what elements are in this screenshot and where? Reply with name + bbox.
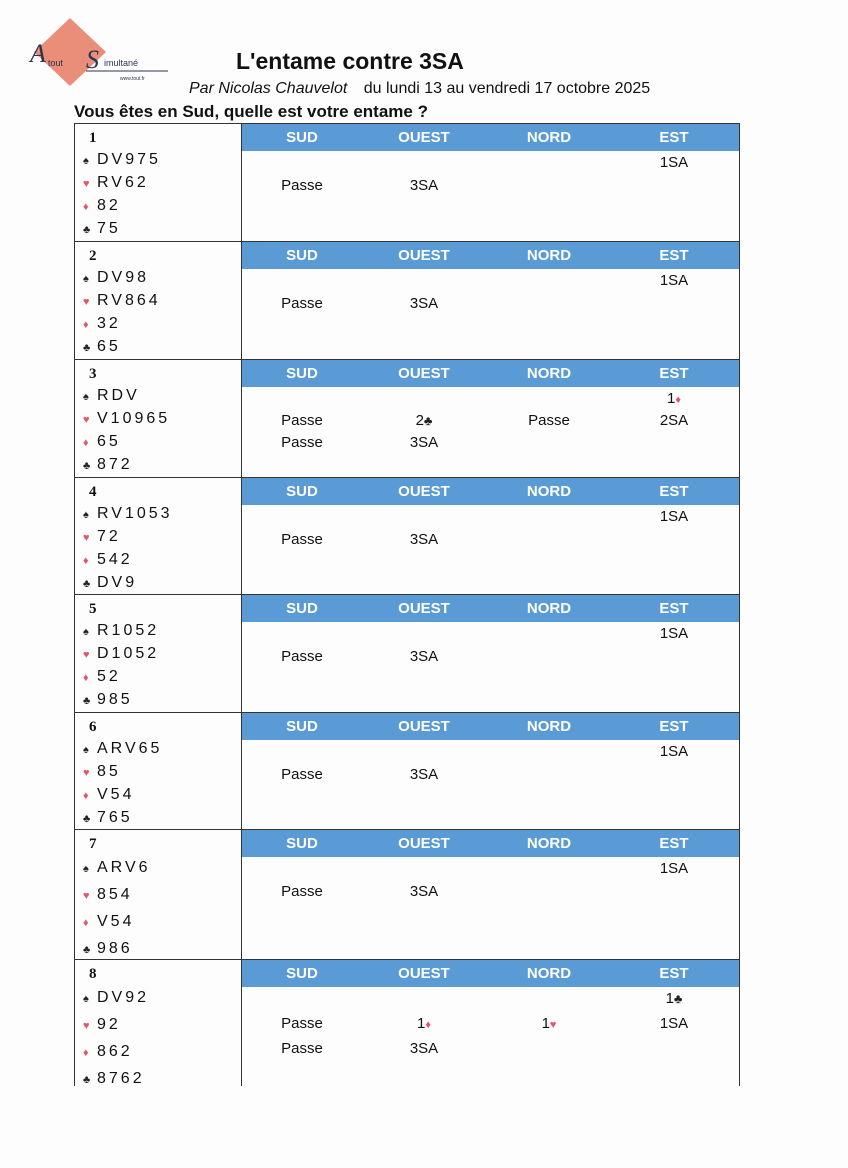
cards: 65 — [97, 338, 121, 355]
heart-icon: ♥ — [83, 532, 90, 544]
heart-holding — [83, 408, 241, 431]
column-nord: NORD — [526, 835, 572, 852]
bidding — [242, 713, 739, 829]
diamond-holding — [83, 549, 241, 572]
column-sud: SUD — [286, 483, 318, 500]
bidding-header — [242, 830, 739, 857]
byline — [189, 80, 650, 98]
deal-number: 4 — [89, 484, 97, 500]
cards: 854 — [97, 886, 133, 903]
bidding — [242, 595, 739, 712]
column-nord: NORD — [526, 718, 572, 735]
spade-icon: ♠ — [83, 273, 89, 285]
author: Par Nicolas Chauvelot — [189, 80, 348, 97]
hand — [75, 713, 242, 829]
hand — [75, 478, 242, 594]
club-holding — [83, 454, 241, 477]
heart-icon: ♥ — [83, 767, 90, 779]
club-icon: ♣ — [83, 813, 91, 825]
diamond-icon: ♦ — [83, 319, 89, 331]
column-nord: NORD — [526, 965, 572, 982]
column-ouest: OUEST — [398, 965, 450, 982]
cards: 72 — [97, 528, 121, 545]
cards: 765 — [97, 809, 133, 826]
cards: 872 — [97, 456, 133, 473]
column-sud: SUD — [286, 835, 318, 852]
bid: 3SA — [409, 1040, 439, 1057]
heart-holding — [83, 643, 241, 666]
bid: 1♣ — [665, 990, 683, 1007]
club-holding — [83, 218, 241, 241]
column-nord: NORD — [526, 247, 572, 264]
bid: 1SA — [659, 860, 689, 877]
dates: du lundi 13 au vendredi 17 octobre 2025 — [363, 80, 651, 97]
cards: RV62 — [97, 174, 149, 191]
column-est: EST — [659, 247, 689, 264]
column-est: EST — [659, 600, 689, 617]
spade-icon: ♠ — [83, 744, 89, 756]
club-icon: ♣ — [83, 224, 91, 236]
cards: 985 — [97, 691, 133, 708]
logo-imultane: imultané — [104, 58, 139, 68]
column-ouest: OUEST — [398, 718, 450, 735]
cards: RV1053 — [97, 505, 173, 522]
heart-icon: ♥ — [83, 178, 90, 190]
cards: RDV — [97, 387, 140, 404]
spade-icon: ♠ — [83, 626, 89, 638]
bid: 3SA — [409, 434, 439, 451]
spade-icon: ♠ — [83, 155, 89, 167]
atout-simultane-logo — [28, 18, 178, 88]
heart-holding — [83, 761, 241, 784]
column-ouest: OUEST — [398, 129, 450, 146]
heart-icon: ♥ — [83, 890, 90, 902]
bid: Passe — [281, 766, 323, 783]
deal-5 — [74, 595, 740, 713]
bid: Passe — [281, 648, 323, 665]
heart-holding — [83, 172, 241, 195]
column-est: EST — [659, 365, 689, 382]
cards: 862 — [97, 1043, 133, 1060]
bid: 1SA — [659, 743, 689, 760]
bidding — [242, 960, 739, 1086]
bid: 1♥ — [541, 1015, 557, 1032]
cards: DV98 — [97, 269, 150, 286]
cards: DV9 — [97, 574, 138, 591]
spade-holding — [83, 385, 241, 408]
cards: 32 — [97, 315, 121, 332]
cards: 85 — [97, 763, 121, 780]
hand — [75, 960, 242, 1086]
diamond-holding — [83, 909, 241, 936]
page-title: L'entame contre 3SA — [236, 48, 464, 74]
bidding-header — [242, 360, 739, 387]
bid: 3SA — [409, 883, 439, 900]
heart-icon: ♥ — [83, 414, 90, 426]
logo-letter-s: S — [86, 45, 99, 74]
cards: DV92 — [97, 989, 150, 1006]
column-ouest: OUEST — [398, 483, 450, 500]
bid: Passe — [281, 531, 323, 548]
spade-icon: ♠ — [83, 509, 89, 521]
diamond-icon: ♦ — [83, 917, 89, 929]
bid: Passe — [281, 295, 323, 312]
cards: 92 — [97, 1016, 121, 1033]
bid: 2SA — [659, 412, 689, 429]
bid: Passe — [281, 177, 323, 194]
heart-icon: ♥ — [83, 649, 90, 661]
diamond-holding — [83, 431, 241, 454]
deal-number: 8 — [89, 966, 97, 982]
bidding — [242, 242, 739, 359]
bid: 3SA — [409, 295, 439, 312]
hand — [75, 595, 242, 712]
cards: 65 — [97, 433, 121, 450]
column-est: EST — [659, 483, 689, 500]
diamond-icon: ♦ — [83, 790, 89, 802]
bidding — [242, 360, 739, 477]
column-ouest: OUEST — [398, 835, 450, 852]
logo-tout: tout — [48, 58, 64, 68]
bid: 1SA — [659, 625, 689, 642]
cards: V54 — [97, 913, 135, 930]
deal-3 — [74, 360, 740, 478]
club-icon: ♣ — [83, 460, 91, 472]
deal-number: 3 — [89, 366, 97, 382]
cards: 52 — [97, 668, 121, 685]
bidding-header — [242, 960, 739, 987]
bidding-header — [242, 478, 739, 505]
bidding-header — [242, 242, 739, 269]
diamond-icon: ♦ — [83, 555, 89, 567]
club-holding — [83, 807, 241, 830]
deal-2 — [74, 242, 740, 360]
bid: 1♦ — [667, 390, 681, 407]
deal-number: 5 — [89, 601, 97, 617]
column-ouest: OUEST — [398, 600, 450, 617]
column-sud: SUD — [286, 129, 318, 146]
bidding-header — [242, 595, 739, 622]
column-sud: SUD — [286, 247, 318, 264]
diamond-holding — [83, 666, 241, 689]
club-icon: ♣ — [83, 944, 91, 956]
column-est: EST — [659, 965, 689, 982]
bid: Passe — [281, 1040, 323, 1057]
spade-icon: ♠ — [83, 863, 89, 875]
bidding — [242, 830, 739, 959]
deal-number: 1 — [89, 130, 97, 146]
column-sud: SUD — [286, 600, 318, 617]
heart-holding — [83, 290, 241, 313]
cards: 82 — [97, 197, 121, 214]
logo-url: www.tout.fr — [120, 76, 145, 82]
spade-holding — [83, 267, 241, 290]
bidding — [242, 478, 739, 594]
spade-holding — [83, 149, 241, 172]
spade-holding — [83, 738, 241, 761]
column-est: EST — [659, 718, 689, 735]
club-icon: ♣ — [83, 342, 91, 354]
heart-holding — [83, 526, 241, 549]
bidding-header — [242, 713, 739, 740]
club-icon: ♣ — [83, 1074, 91, 1086]
spade-holding — [83, 620, 241, 643]
bid: 1♦ — [417, 1015, 431, 1032]
deal-4 — [74, 478, 740, 595]
bid: Passe — [281, 883, 323, 900]
club-holding — [83, 1066, 241, 1093]
cards: RV864 — [97, 292, 161, 309]
question: Vous êtes en Sud, quelle est votre entame ? — [74, 102, 428, 121]
cards: V54 — [97, 786, 135, 803]
cards: ARV65 — [97, 740, 163, 757]
column-nord: NORD — [526, 483, 572, 500]
cards: DV975 — [97, 151, 161, 168]
cards: 986 — [97, 940, 133, 957]
heart-holding — [83, 882, 241, 909]
bid: Passe — [281, 412, 323, 429]
heart-icon: ♥ — [83, 296, 90, 308]
deal-8 — [74, 960, 740, 1086]
bid: 3SA — [409, 766, 439, 783]
club-holding — [83, 936, 241, 963]
cards: 8762 — [97, 1070, 145, 1087]
diamond-holding — [83, 195, 241, 218]
spade-holding — [83, 855, 241, 882]
column-sud: SUD — [286, 365, 318, 382]
deals-sheet — [74, 123, 740, 1086]
deal-7 — [74, 830, 740, 960]
hand — [75, 360, 242, 477]
column-sud: SUD — [286, 718, 318, 735]
spade-icon: ♠ — [83, 391, 89, 403]
spade-holding — [83, 503, 241, 526]
bid: 1SA — [659, 154, 689, 171]
hand — [75, 830, 242, 959]
cards: R1052 — [97, 622, 160, 639]
cards: V10965 — [97, 410, 171, 427]
bid: 2♣ — [415, 412, 433, 429]
diamond-icon: ♦ — [83, 672, 89, 684]
cards: 542 — [97, 551, 133, 568]
cards: 75 — [97, 220, 121, 237]
column-ouest: OUEST — [398, 247, 450, 264]
bid: 1SA — [659, 272, 689, 289]
bidding-header — [242, 124, 739, 151]
column-ouest: OUEST — [398, 365, 450, 382]
cards: ARV6 — [97, 859, 151, 876]
logo-letter-a: A — [30, 39, 46, 68]
deal-number: 6 — [89, 719, 97, 735]
spade-holding — [83, 985, 241, 1012]
bid: 3SA — [409, 531, 439, 548]
column-sud: SUD — [286, 965, 318, 982]
bid: 1SA — [659, 508, 689, 525]
bid: 1SA — [659, 1015, 689, 1032]
bidding — [242, 124, 739, 241]
club-holding — [83, 572, 241, 595]
diamond-holding — [83, 784, 241, 807]
deal-1 — [74, 124, 740, 242]
diamond-icon: ♦ — [83, 437, 89, 449]
column-nord: NORD — [526, 600, 572, 617]
column-est: EST — [659, 129, 689, 146]
deal-6 — [74, 713, 740, 830]
diamond-holding — [83, 1039, 241, 1066]
club-holding — [83, 336, 241, 359]
heart-holding — [83, 1012, 241, 1039]
spade-icon: ♠ — [83, 993, 89, 1005]
diamond-icon: ♦ — [83, 1047, 89, 1059]
hand — [75, 242, 242, 359]
bid: Passe — [528, 412, 570, 429]
column-nord: NORD — [526, 129, 572, 146]
bid: 3SA — [409, 177, 439, 194]
hand — [75, 124, 242, 241]
heart-icon: ♥ — [83, 1020, 90, 1032]
club-holding — [83, 689, 241, 712]
bid: Passe — [281, 434, 323, 451]
bid: Passe — [281, 1015, 323, 1032]
club-icon: ♣ — [83, 578, 91, 590]
bid: 3SA — [409, 648, 439, 665]
deal-number: 7 — [89, 836, 97, 852]
diamond-holding — [83, 313, 241, 336]
deal-number: 2 — [89, 248, 97, 264]
cards: D1052 — [97, 645, 160, 662]
club-icon: ♣ — [83, 695, 91, 707]
diamond-icon: ♦ — [83, 201, 89, 213]
column-est: EST — [659, 835, 689, 852]
column-nord: NORD — [526, 365, 572, 382]
